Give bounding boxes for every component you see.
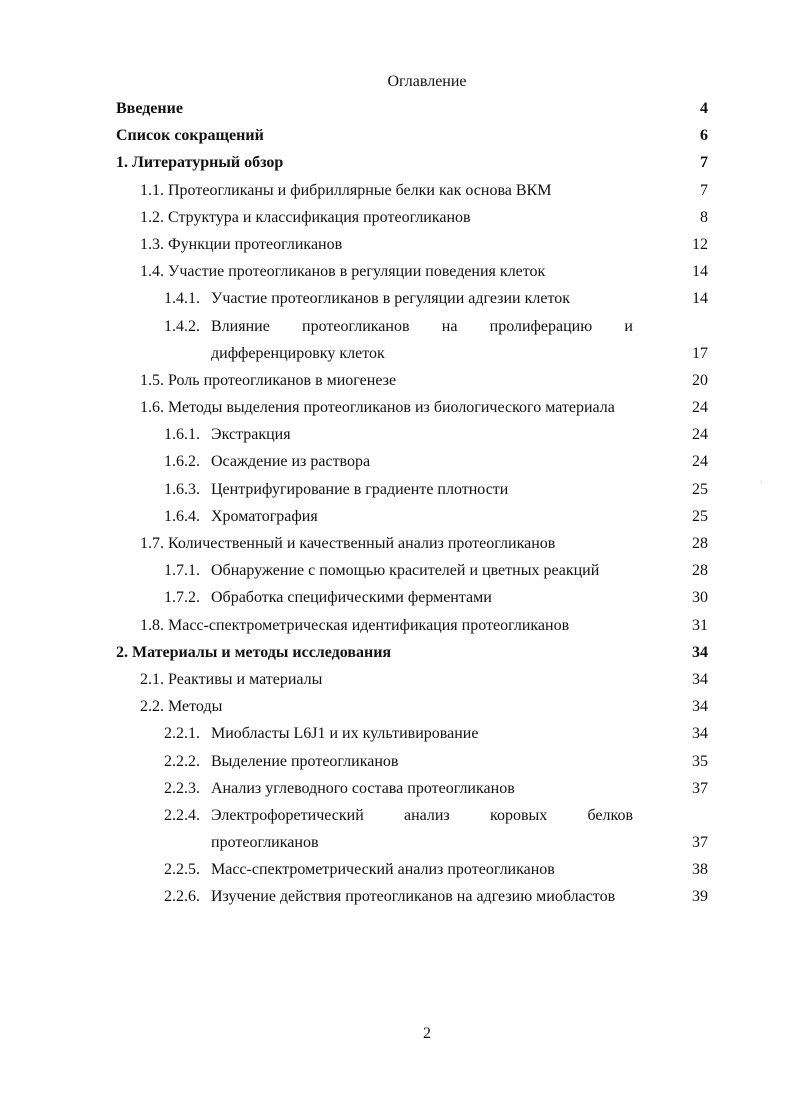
toc-entry-page: 6 <box>700 127 708 145</box>
toc-entry-page: 34 <box>692 725 708 743</box>
toc-entry-label: Обнаружение с помощью красителей и цветных реакций <box>211 562 600 580</box>
toc-entry-page: 30 <box>692 589 708 607</box>
toc-entry[interactable] <box>116 584 708 611</box>
toc-entry-continuation[interactable] <box>116 340 708 367</box>
toc-entry[interactable] <box>116 122 708 149</box>
toc-entry-label: 1. Литературный обзор <box>116 154 284 172</box>
toc-entry[interactable] <box>116 503 708 530</box>
toc-entry-continuation[interactable] <box>116 829 708 856</box>
toc-entry-label: 2.2. Методы <box>140 698 223 716</box>
toc-entry-label: 1.8. Масс-спектрометрическая идентификация протеогликанов <box>140 616 570 634</box>
toc-entry[interactable] <box>116 367 708 394</box>
toc-entry-page: 24 <box>692 453 708 471</box>
toc-entry[interactable] <box>116 448 708 475</box>
toc-entry-number: 1.6.4. <box>164 507 200 525</box>
toc-entry-page: 28 <box>692 562 708 580</box>
toc-entry[interactable] <box>116 693 708 720</box>
toc-entry-label: 1.3. Функции протеогликанов <box>140 235 343 253</box>
toc-entry[interactable] <box>116 530 708 557</box>
toc-entry[interactable] <box>116 177 708 204</box>
toc-entry[interactable] <box>116 639 708 666</box>
toc-entry-label-continued: дифференцировку клеток <box>211 344 385 362</box>
toc-entry[interactable] <box>116 612 708 639</box>
toc-entry-page: 24 <box>692 426 708 444</box>
toc-entry-label: Центрифугирование в градиенте плотности <box>211 480 509 498</box>
toc-entry[interactable] <box>116 775 708 802</box>
toc-entry-label: 1.5. Роль протеогликанов в миогенезе <box>140 371 397 389</box>
table-of-contents <box>116 95 708 911</box>
toc-entry-label: 1.7. Количественный и качественный анализ протеогликанов <box>140 535 556 552</box>
toc-entry-number: 2.2.5. <box>164 861 200 879</box>
toc-entry[interactable] <box>116 666 708 693</box>
toc-entry-number: 2.2.2. <box>164 752 200 770</box>
toc-entry[interactable] <box>116 856 708 883</box>
toc-entry-label-continued: протеогликанов <box>211 834 319 852</box>
toc-entry-page: 31 <box>692 616 708 634</box>
toc-entry[interactable] <box>116 149 708 176</box>
toc-entry-number: 2.2.6. <box>164 888 200 906</box>
toc-entry-label: Масс-спектрометрический анализ протеогликанов <box>211 861 555 879</box>
toc-entry-label: Электрофоретический анализ коровых белков <box>211 806 633 824</box>
toc-title: Оглавление <box>387 73 467 90</box>
toc-entry-page: 12 <box>692 235 708 253</box>
toc-entry[interactable] <box>116 720 708 747</box>
toc-entry-label: Участие протеогликанов в регуляции адгезии клеток <box>211 290 571 308</box>
toc-entry[interactable] <box>116 394 708 421</box>
toc-entry-page: 38 <box>692 861 708 879</box>
toc-entry-number: 2.2.4. <box>164 806 200 824</box>
toc-entry-label: Введение <box>116 100 183 117</box>
toc-entry-page: 17 <box>692 344 708 362</box>
toc-entry-number: 1.4.2. <box>164 317 200 335</box>
toc-entry-label: Обработка специфическими ферментами <box>211 589 492 607</box>
toc-entry-page: 34 <box>692 643 708 661</box>
toc-entry-page: 35 <box>692 752 708 770</box>
toc-entry-number: 1.6.1. <box>164 426 200 444</box>
toc-entry-page: 14 <box>692 263 708 281</box>
toc-entry[interactable] <box>116 204 708 231</box>
toc-entry[interactable] <box>116 883 708 910</box>
toc-entry-page: 34 <box>692 670 708 688</box>
toc-entry-page: 14 <box>692 290 708 308</box>
toc-entry-page: 39 <box>692 888 708 906</box>
toc-entry[interactable] <box>116 231 708 258</box>
toc-entry-number: 1.6.2. <box>164 453 200 471</box>
scan-artifact: · <box>760 478 763 487</box>
toc-entry-label: 1.1. Протеогликаны и фибриллярные белки как основа ВКМ <box>140 181 552 199</box>
toc-entry-page: 7 <box>700 181 708 199</box>
toc-entry[interactable] <box>116 557 708 584</box>
toc-entry-label: Изучение действия протеогликанов на адгезию миобластов <box>211 888 616 906</box>
toc-entry-label: 2.1. Реактивы и материалы <box>140 670 323 688</box>
toc-entry-page: 20 <box>692 371 708 389</box>
toc-entry-number: 2.2.3. <box>164 779 200 797</box>
toc-entry[interactable] <box>116 258 708 285</box>
toc-entry-label: Экстракция <box>211 426 291 444</box>
toc-entry-label: Список сокращений <box>116 127 264 145</box>
toc-entry[interactable] <box>116 285 708 312</box>
toc-entry-label: Миобласты L6J1 и их культивирование <box>211 725 479 743</box>
toc-entry-label: Выделение протеогликанов <box>211 752 399 770</box>
page-number: 2 <box>423 1025 431 1042</box>
toc-entry-page: 34 <box>692 698 708 716</box>
toc-entry-number: 2.2.1. <box>164 725 200 743</box>
toc-entry-label: Хроматография <box>211 507 318 525</box>
toc-entry-label: 1.6. Методы выделения протеогликанов из биологического материала <box>140 399 615 417</box>
toc-entry-label: 1.4. Участие протеогликанов в регуляции поведения клеток <box>140 263 546 281</box>
toc-entry-number: 1.6.3. <box>164 480 200 498</box>
toc-entry-page: 37 <box>692 834 708 852</box>
toc-entry[interactable] <box>116 748 708 775</box>
toc-entry-page: 7 <box>700 154 708 172</box>
toc-entry[interactable] <box>116 95 708 122</box>
toc-entry-page: 4 <box>700 100 708 117</box>
toc-entry[interactable] <box>116 313 708 340</box>
toc-entry-page: 24 <box>692 399 708 417</box>
toc-entry-label: Анализ углеводного состава протеогликанов <box>211 779 515 797</box>
toc-entry-label: 2. Материалы и методы исследования <box>116 643 392 661</box>
toc-entry[interactable] <box>116 802 708 829</box>
toc-entry-page: 25 <box>692 507 708 525</box>
toc-entry-page: 37 <box>692 779 708 797</box>
toc-entry-number: 1.7.1. <box>164 562 200 580</box>
toc-entry-page: 8 <box>700 208 708 226</box>
toc-entry-number: 1.7.2. <box>164 589 200 607</box>
toc-entry-page: 25 <box>692 480 708 498</box>
toc-entry-number: 1.4.1. <box>164 290 200 308</box>
toc-entry-label: Влияние протеогликанов на пролиферацию и <box>211 317 633 335</box>
toc-entry-label: 1.2. Структура и классификация протеогликанов <box>140 208 471 226</box>
toc-entry-label: Осаждение из раствора <box>211 453 371 471</box>
toc-entry[interactable] <box>116 421 708 448</box>
toc-entry-page: 28 <box>692 535 708 552</box>
toc-entry[interactable] <box>116 476 708 503</box>
